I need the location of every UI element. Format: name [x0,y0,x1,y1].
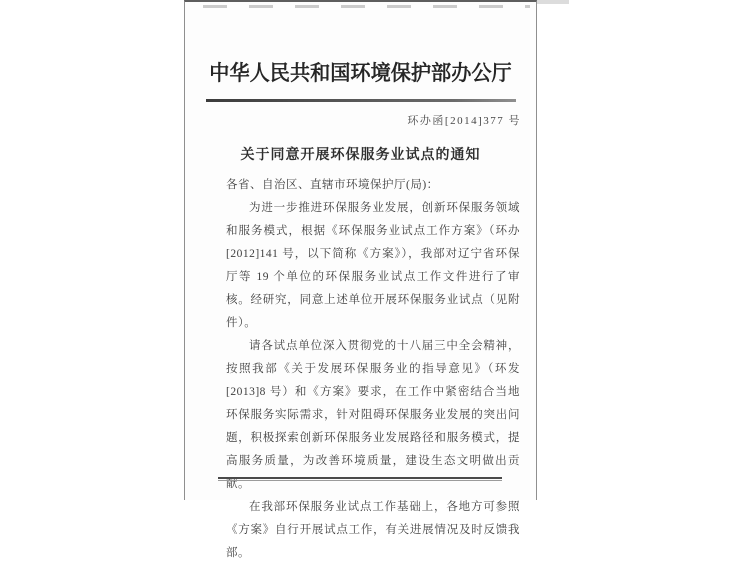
footer-rule [218,477,502,481]
document-number: 环办函[2014]377 号 [407,115,521,127]
salutation-line: 各省、自治区、直辖市环境保护厅(局)： [226,179,439,191]
scan-artifact-streaks [203,5,530,8]
body-paragraph-2: 请各试点单位深入贯彻党的十八届三中全会精神，按照我部《关于发展环保服务业的指导意见》（环发[2013]8 号）和《方案》要求，在工作中紧密结合当地环保服务实际需求，针对阻碍环保服务业发展的突出问题，积极探索创新环保服务业发展路径和服务模式，提高服务质量，为改善环境质量，建设生态文明做出贡献。 [226,340,520,490]
letterhead-title: 中华人民共和国环境保护部办公厅 [209,61,512,85]
body-paragraph-3: 在我部环保服务业试点工作基础上，各地方可参照《方案》自行开展试点工作，有关进展情况及时反馈我部。 [226,501,520,559]
body-paragraph-1: 为进一步推进环保服务业发展，创新环保服务领域和服务模式，根据《环保服务业试点工作方案》（环办[2012]141 号，以下简称《方案》），我部对辽宁省环保厅等 19 个单位的环保服务业试点工作文件进行了审核。经研究，同意上述单位开展环保服务业试点（见附件）。 [226,202,520,329]
letterhead-rule [206,99,516,102]
notice-title: 关于同意开展环保服务业试点的通知 [240,148,481,163]
scanned-document-page [184,0,537,559]
scan-edge-smudge [537,0,569,4]
document-body [226,174,520,565]
